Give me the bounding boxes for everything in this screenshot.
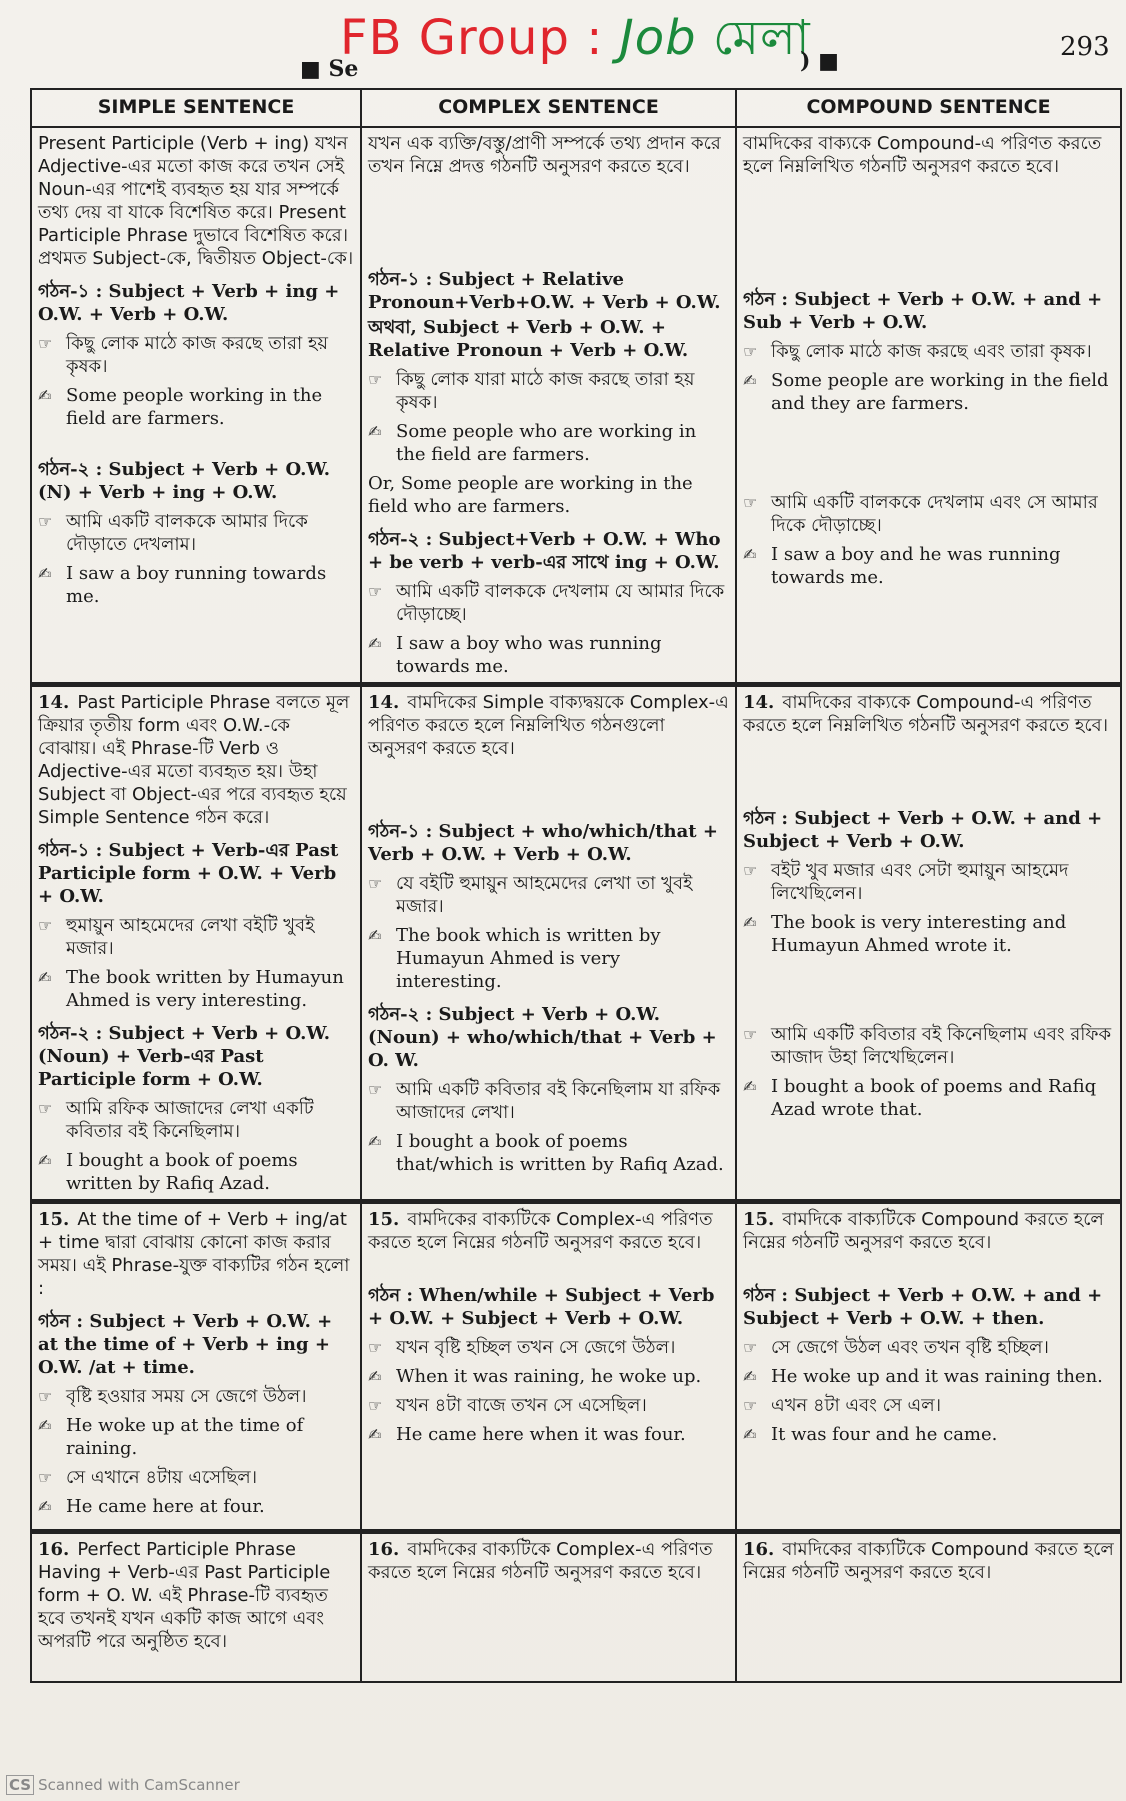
column-header-complex: COMPLEX SENTENCE xyxy=(361,89,736,127)
example-bangla: ☞ হুমায়ুন আহমেদের লেখা বইটি খুবই মজার। xyxy=(38,915,315,959)
rule-text: 16. বামদিকের বাক্যটিকে Compound করতে হলে নিম্নের গঠনটি অনুসরণ করতে হবে। xyxy=(743,1539,1114,1583)
example-bangla: ☞ কিছু লোক মাঠে কাজ করছে তারা হয় কৃষক। xyxy=(38,333,329,377)
writing-hand-icon: ✍ xyxy=(368,422,382,441)
pointing-hand-icon: ☞ xyxy=(38,512,53,531)
example-english: ✍ He woke up and it was raining then. xyxy=(743,1366,1103,1387)
example-english-alt: Or, Some people are working in the field who are farmers. xyxy=(368,473,693,517)
writing-hand-icon: ✍ xyxy=(368,634,382,653)
writing-hand-icon: ✍ xyxy=(743,371,757,390)
example-bangla: ☞ এখন ৪টা এবং সে এল। xyxy=(743,1395,942,1416)
rule-text: 15. বামদিকের বাক্যটিকে Complex-এ পরিণত করতে হলে নিম্নের গঠনটি অনুসরণ করতে হবে। xyxy=(368,1209,713,1253)
table-row xyxy=(31,1532,1121,1682)
pointing-hand-icon: ☞ xyxy=(743,1025,758,1044)
example-bangla: ☞ কিছু লোক যারা মাঠে কাজ করছে তারা হয় কৃষক। xyxy=(368,369,695,413)
rule-text: 16. Perfect Participle Phrase Having + Verb-এর Past Participle form + O. W. এই Phrase-টি ব্যবহৃত হবে তখনই যখন একটি কাজ আগে এবং অপরটি পরে অনুষ্ঠিত হবে। xyxy=(38,1539,331,1652)
example-bangla: ☞ আমি একটি বালককে আমার দিকে দৌড়াতে দেখলাম। xyxy=(38,511,308,555)
rule-text: যখন এক ব্যক্তি/বস্তু/প্রাণী সম্পর্কে তথ্য প্রদান করে তখন নিম্নে প্রদত্ত গঠনটি অনুসরণ করতে হবে। xyxy=(368,133,721,177)
pointing-hand-icon: ☞ xyxy=(38,1099,53,1118)
example-english: ✍ I saw a boy who was running towards me. xyxy=(368,633,662,677)
formula: গঠন-১ : Subject + Verb-এর Past Participle form + O.W. + Verb + O.W. xyxy=(38,840,339,907)
example-bangla: ☞ যখন ৪টা বাজে তখন সে এসেছিল। xyxy=(368,1395,647,1416)
camscanner-logo-icon: CS xyxy=(6,1775,34,1795)
simple-cell xyxy=(31,1532,361,1682)
writing-hand-icon: ✍ xyxy=(743,1077,757,1096)
example-english: ✍ I bought a book of poems that/which is written by Rafiq Azad. xyxy=(368,1131,724,1175)
writing-hand-icon: ✍ xyxy=(743,1425,757,1444)
pointing-hand-icon: ☞ xyxy=(743,1396,758,1415)
pointing-hand-icon: ☞ xyxy=(743,342,758,361)
formula: গঠন-১ : Subject + Relative Pronoun+Verb+O.W. + Verb + O.W. xyxy=(368,269,721,313)
pointing-hand-icon: ☞ xyxy=(368,1080,383,1099)
pointing-hand-icon: ☞ xyxy=(368,582,383,601)
column-header-compound: COMPOUND SENTENCE xyxy=(736,89,1121,127)
example-english: ✍ Some people are working in the field and they are farmers. xyxy=(743,370,1109,414)
writing-hand-icon: ✍ xyxy=(38,1416,52,1435)
formula: গঠন : Subject + Verb + O.W. + at the time of + Verb + ing + O.W. /at + time. xyxy=(38,1311,333,1378)
example-bangla: ☞ আমি একটি বালককে দেখলাম এবং সে আমার দিকে দৌড়াচ্ছে। xyxy=(743,492,1098,536)
example-english: ✍ The book is very interesting and Humayun Ahmed wrote it. xyxy=(743,912,1067,956)
writing-hand-icon: ✍ xyxy=(743,545,757,564)
example-english: ✍ I saw a boy and he was running towards me. xyxy=(743,544,1061,588)
page-number: 293 xyxy=(1060,32,1110,62)
rule-text: 14. বামদিকের Simple বাক্যদ্বয়কে Complex-এ পরিণত করতে হলে নিম্নলিখিত গঠনগুলো অনুসরণ করতে হবে। xyxy=(368,692,729,759)
pointing-hand-icon: ☞ xyxy=(743,493,758,512)
writing-hand-icon: ✍ xyxy=(368,1425,382,1444)
formula: গঠন-২ : Subject + Verb + O.W. (Noun) + Verb-এর Past Participle form + O.W. xyxy=(38,1023,331,1090)
example-english: ✍ I bought a book of poems and Rafiq Azad wrote that. xyxy=(743,1076,1097,1120)
writing-hand-icon: ✍ xyxy=(38,1151,52,1170)
handwritten-watermark: FB Group : Job মেলা xyxy=(340,10,811,66)
example-english: ✍ Some people who are working in the field are farmers. xyxy=(368,421,697,465)
example-bangla: ☞ কিছু লোক মাঠে কাজ করছে এবং তারা কৃষক। xyxy=(743,341,1092,362)
example-bangla: ☞ আমি একটি কবিতার বই কিনেছিলাম যা রফিক আজাদের লেখা। xyxy=(368,1079,721,1123)
pointing-hand-icon: ☞ xyxy=(38,916,53,935)
complex-cell xyxy=(361,127,736,685)
pointing-hand-icon: ☞ xyxy=(38,1468,53,1487)
example-bangla: ☞ যে বইটি হুমায়ুন আহমেদের লেখা তা খুবই মজার। xyxy=(368,873,693,917)
example-english: ✍ He came here at four. xyxy=(38,1496,265,1517)
pointing-hand-icon: ☞ xyxy=(368,370,383,389)
compound-cell xyxy=(736,1532,1121,1682)
writing-hand-icon: ✍ xyxy=(368,1132,382,1151)
rule-text: 14. বামদিকের বাক্যকে Compound-এ পরিণত করতে হলে নিম্নলিখিত গঠনটি অনুসরণ করতে হবে। xyxy=(743,692,1109,736)
table-row xyxy=(31,127,1121,685)
example-bangla: ☞ সে জেগে উঠল এবং তখন বৃষ্টি হচ্ছিল। xyxy=(743,1337,1049,1358)
writing-hand-icon: ✍ xyxy=(743,913,757,932)
writing-hand-icon: ✍ xyxy=(368,926,382,945)
pointing-hand-icon: ☞ xyxy=(743,861,758,880)
formula: গঠন-২ : Subject + Verb + O.W. (Noun) + who/which/that + Verb + O. W. xyxy=(368,1004,717,1071)
example-english: ✍ When it was raining, he woke up. xyxy=(368,1366,702,1387)
formula: গঠন-১ : Subject + who/which/that + Verb + O.W. + Verb + O.W. xyxy=(368,821,718,865)
pointing-hand-icon: ☞ xyxy=(38,1387,53,1406)
pointing-hand-icon: ☞ xyxy=(368,1396,383,1415)
scanner-footer: CS Scanned with CamScanner xyxy=(6,1776,240,1794)
example-bangla: ☞ বৃষ্টি হওয়ার সময় সে জেগে উঠল। xyxy=(38,1386,307,1407)
rule-text: Present Participle (Verb + ing) যখন Adjective-এর মতো কাজ করে তখন সেই Noun-এর পাশেই ব্যবহৃত হয় যার সম্পর্কে তথ্য দেয় বা যাকে বিশেষিত করে। Present Participle Phrase দুভাবে বিশেষিত করে। প্রথমত Subject-কে, দ্বিতীয়ত Object-কে। xyxy=(38,133,354,269)
table-row xyxy=(31,1202,1121,1532)
example-bangla: ☞ সে এখানে ৪টায় এসেছিল। xyxy=(38,1467,258,1488)
writing-hand-icon: ✍ xyxy=(38,968,52,987)
simple-cell xyxy=(31,685,361,1202)
example-bangla: ☞ যখন বৃষ্টি হচ্ছিল তখন সে জেগে উঠল। xyxy=(368,1337,676,1358)
formula: গঠন : Subject + Verb + O.W. + and + Subject + Verb + O.W. xyxy=(743,808,1103,852)
formula: গঠন : Subject + Verb + O.W. + and + Subject + Verb + O.W. + then. xyxy=(743,1285,1103,1329)
example-english: ✍ The book which is written by Humayun Ahmed is very interesting. xyxy=(368,925,661,992)
pointing-hand-icon: ☞ xyxy=(368,1338,383,1357)
header-left-fragment: ■ Se xyxy=(300,56,359,82)
compound-cell xyxy=(736,1202,1121,1532)
example-english: ✍ He came here when it was four. xyxy=(368,1424,686,1445)
formula-alt: অথবা, Subject + Verb + O.W. + Relative Pronoun + Verb + O.W. xyxy=(368,317,689,361)
formula: গঠন-২ : Subject + Verb + O.W. (N) + Verb + ing + O.W. xyxy=(38,459,331,503)
writing-hand-icon: ✍ xyxy=(38,386,52,405)
example-bangla: ☞ আমি একটি বালককে দেখলাম যে আমার দিকে দৌড়াচ্ছে। xyxy=(368,581,725,625)
formula: গঠন-২ : Subject+Verb + O.W. + Who + be verb + verb-এর সাথে ing + O.W. xyxy=(368,529,721,573)
writing-hand-icon: ✍ xyxy=(368,1367,382,1386)
simple-cell xyxy=(31,127,361,685)
example-bangla: ☞ বইট খুব মজার এবং সেটা হুমায়ুন আহমেদ লিখেছিলেন। xyxy=(743,860,1069,904)
compound-cell xyxy=(736,685,1121,1202)
writing-hand-icon: ✍ xyxy=(38,564,52,583)
complex-cell xyxy=(361,1532,736,1682)
example-english: ✍ The book written by Humayun Ahmed is very interesting. xyxy=(38,967,344,1011)
example-english: ✍ He woke up at the time of raining. xyxy=(38,1415,304,1459)
pointing-hand-icon: ☞ xyxy=(38,334,53,353)
example-english: ✍ It was four and he came. xyxy=(743,1424,998,1445)
rule-text: বামদিকের বাক্যকে Compound-এ পরিণত করতে হলে নিম্নলিখিত গঠনটি অনুসরণ করতে হবে। xyxy=(743,133,1102,177)
rule-text: 15. বামদিকে বাক্যটিকে Compound করতে হলে নিম্নের গঠনটি অনুসরণ করতে হবে। xyxy=(743,1209,1104,1253)
example-bangla: ☞ আমি রফিক আজাদের লেখা একটি কবিতার বই কিনেছিলাম। xyxy=(38,1098,314,1142)
example-english: ✍ Some people working in the field are farmers. xyxy=(38,385,323,429)
column-header-simple: SIMPLE SENTENCE xyxy=(31,89,361,127)
pointing-hand-icon: ☞ xyxy=(743,1338,758,1357)
simple-cell xyxy=(31,1202,361,1532)
formula: গঠন : When/while + Subject + Verb + O.W. + Subject + Verb + O.W. xyxy=(368,1285,715,1329)
table-header-row xyxy=(31,89,1121,127)
pointing-hand-icon: ☞ xyxy=(368,874,383,893)
formula: গঠন : Subject + Verb + O.W. + and + Sub + Verb + O.W. xyxy=(743,289,1103,333)
complex-cell xyxy=(361,1202,736,1532)
table-row xyxy=(31,685,1121,1202)
complex-cell xyxy=(361,685,736,1202)
writing-hand-icon: ✍ xyxy=(38,1497,52,1516)
sentence-table xyxy=(30,88,1122,1683)
formula: গঠন-১ : Subject + Verb + ing + O.W. + Verb + O.W. xyxy=(38,281,340,325)
rule-text: 16. বামদিকের বাক্যটিকে Complex-এ পরিণত করতে হলে নিম্নের গঠনটি অনুসরণ করতে হবে। xyxy=(368,1539,713,1583)
example-bangla: ☞ আমি একটি কবিতার বই কিনেছিলাম এবং রফিক আজাদ উহা লিখেছিলেন। xyxy=(743,1024,1112,1068)
rule-text: 15. At the time of + Verb + ing/at + time দ্বারা বোঝায় কোনো কাজ করার সময়। এই Phrase-যুক্ত বাক্যটির গঠন হলো : xyxy=(38,1209,350,1299)
header-right-fragment: ) ■ xyxy=(800,48,839,74)
writing-hand-icon: ✍ xyxy=(743,1367,757,1386)
rule-text: 14. Past Participle Phrase বলতে মূল ক্রিয়ার তৃতীয় form এবং O.W.-কে বোঝায়। এই Phrase-টি Verb ও Adjective-এর মতো ব্যবহৃত হয়। উহা Subject বা Object-এর পরে ব্যবহৃত হয়ে Simple Sentence গঠন করে। xyxy=(38,692,350,828)
compound-cell xyxy=(736,127,1121,685)
example-english: ✍ I bought a book of poems written by Rafiq Azad. xyxy=(38,1150,298,1194)
example-english: ✍ I saw a boy running towards me. xyxy=(38,563,327,607)
